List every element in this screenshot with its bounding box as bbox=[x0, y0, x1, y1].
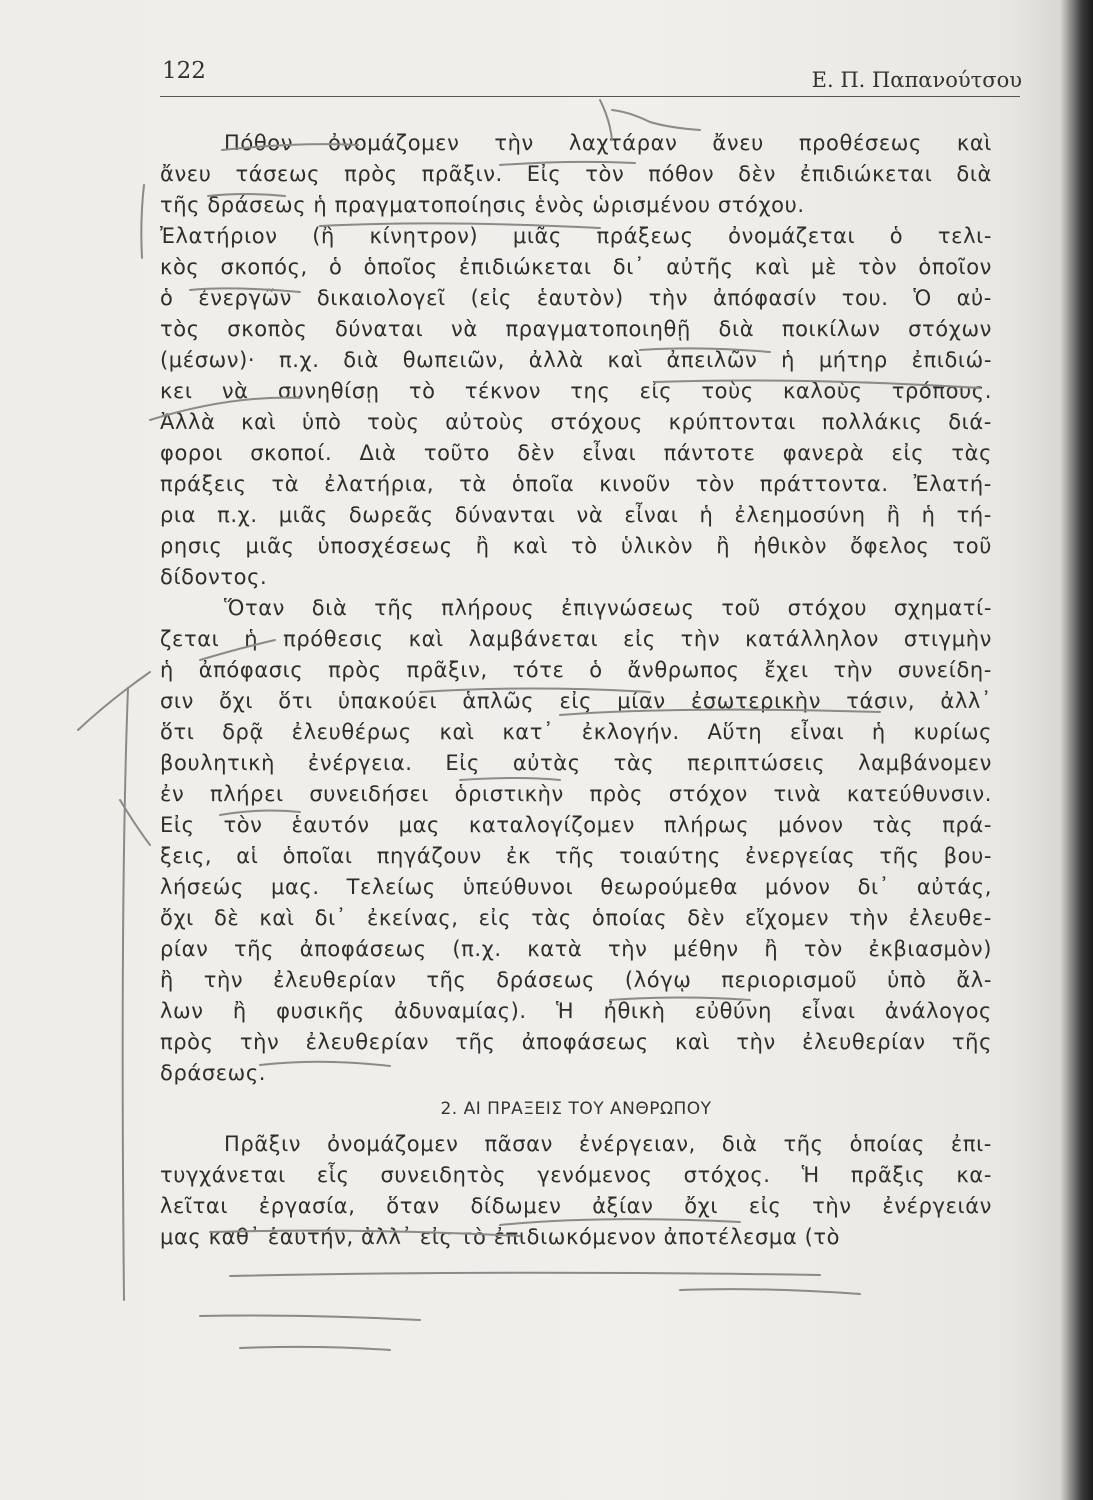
text-line: σιν ὄχι ὅτι ὑπακούει ἁπλῶς εἰς μίαν ἐσωτερικὴν τάσιν, ἀλλ᾽ bbox=[160, 689, 992, 713]
text-line: ζεται ἡ πρόθεσις καὶ λαμβάνεται εἰς τὴν κατάλληλον στιγμὴν bbox=[160, 627, 992, 651]
text-line: ὁ ἐνεργῶν δικαιολογεῖ (εἰς ἑαυτὸν) τὴν ἀπόφασίν του. Ὁ αὐ- bbox=[160, 286, 992, 310]
text-line: ξεις, αἱ ὁποῖαι πηγάζουν ἐκ τῆς τοιαύτης ἐνεργείας τῆς βου- bbox=[160, 844, 992, 868]
text-line: δίδοντος. bbox=[160, 565, 268, 589]
text-line: λήσεώς μας. Τελείως ὑπεύθυνοι θεωρούμεθα μόνον δι᾽ αὐτάς, bbox=[160, 875, 992, 899]
paragraphs-after bbox=[160, 1129, 992, 1253]
paragraph bbox=[160, 1129, 992, 1253]
text-line: λεῖται ἐργασία, ὅταν δίδωμεν ἀξίαν ὄχι εἰς τὴν ἐνέργειάν bbox=[160, 1194, 992, 1218]
text-line: Πόθον ὀνομάζομεν τὴν λαχτάραν ἄνευ προθέσεως καὶ bbox=[224, 131, 992, 155]
text-line: ρησις μιᾶς ὑποσχέσεως ἢ καὶ τὸ ὑλικὸν ἢ ἠθικὸν ὄφελος τοῦ bbox=[160, 534, 992, 558]
page-number: 122 bbox=[162, 58, 206, 84]
text-line: λων ἢ φυσικῆς ἀδυναμίας). Ἡ ἠθικὴ εὐθύνη εἶναι ἀνάλογος bbox=[160, 999, 992, 1023]
section-title: 2. ΑΙ ΠΡΑΞΕΙΣ ΤΟΥ ΑΝΘΡΩΠΟΥ bbox=[440, 1099, 712, 1119]
paragraphs-before bbox=[160, 128, 992, 1089]
text-line: ρια π.χ. μιᾶς δωρεᾶς δύνανται νὰ εἶναι ἡ ἐλεημοσύνη ἢ ἡ τή- bbox=[160, 503, 992, 527]
text-line: Ἀλλὰ καὶ ὑπὸ τοὺς αὐτοὺς στόχους κρύπτονται πολλάκις διά- bbox=[160, 410, 992, 434]
text-line: ἄνευ τάσεως πρὸς πρᾶξιν. Εἰς τὸν πόθον δὲν ἐπιδιώκεται διὰ bbox=[160, 162, 992, 186]
text-line: φοροι σκοποί. Διὰ τοῦτο δὲν εἶναι πάντοτε φανερὰ εἰς τὰς bbox=[160, 441, 992, 465]
text-line: ὄχι δὲ καὶ δι᾽ ἐκείνας, εἰς τὰς ὁποίας δὲν εἴχομεν τὴν ἐλευθε- bbox=[160, 906, 992, 930]
text-line: δράσεως. bbox=[160, 1061, 267, 1085]
text-line: βουλητικὴ ἐνέργεια. Εἰς αὐτὰς τὰς περιπτώσεις λαμβάνομεν bbox=[160, 751, 992, 775]
text-line: τῆς δράσεως ἡ πραγματοποίησις ἑνὸς ὡρισμένου στόχου. bbox=[160, 193, 805, 217]
paragraph bbox=[160, 128, 992, 221]
text-line: ὅτι δρᾷ ἐλευθέρως καὶ κατ᾽ ἐκλογήν. Αὕτη εἶναι ἡ κυρίως bbox=[160, 720, 992, 744]
paragraph bbox=[160, 593, 992, 1089]
text-line: Ἐλατήριον (ἢ κίνητρον) μιᾶς πράξεως ὀνομάζεται ὁ τελι- bbox=[160, 224, 992, 248]
text-line: κει νὰ συνηθίσῃ τὸ τέκνον της εἰς τοὺς καλοὺς τρόπους. bbox=[160, 379, 992, 403]
header-rule bbox=[160, 96, 1020, 97]
text-line: Πρᾶξιν ὀνομάζομεν πᾶσαν ἐνέργειαν, διὰ τῆς ὁποίας ἐπι- bbox=[224, 1132, 992, 1156]
text-line: ἐν πλήρει συνειδήσει ὁριστικὴν πρὸς στόχον τινὰ κατεύθυνσιν. bbox=[160, 782, 992, 806]
running-head: Ε. Π. Παπανούτσου bbox=[811, 68, 1022, 92]
text-line: Εἰς τὸν ἑαυτόν μας καταλογίζομεν πλήρως μόνον τὰς πρά- bbox=[160, 813, 992, 837]
text-line: ἢ τὴν ἐλευθερίαν τῆς δράσεως (λόγῳ περιορισμοῦ ὑπὸ ἄλ- bbox=[160, 968, 992, 992]
text-line: (μέσων)· π.χ. διὰ θωπειῶν, ἀλλὰ καὶ ἀπειλῶν ἡ μήτηρ ἐπιδιώ- bbox=[160, 348, 992, 372]
page-header bbox=[162, 58, 1022, 98]
text-line: μας καθ᾽ ἑαυτήν, ἀλλ᾽ εἰς τὸ ἐπιδιωκόμενον ἀποτέλεσμα (τὸ bbox=[160, 1225, 841, 1249]
text-line: τυγχάνεται εἷς συνειδητὸς γενόμενος στόχος. Ἡ πρᾶξις κα- bbox=[160, 1163, 992, 1187]
body-text bbox=[160, 128, 992, 1253]
text-line: τὸς σκοπὸς δύναται νὰ πραγματοποιηθῇ διὰ ποικίλων στόχων bbox=[160, 317, 992, 341]
text-line: πράξεις τὰ ἐλατήρια, τὰ ὁποῖα κινοῦν τὸν πράττοντα. Ἐλατή- bbox=[160, 472, 992, 496]
text-line: ρίαν τῆς ἀποφάσεως (π.χ. κατὰ τὴν μέθην ἢ τὸν ἐκβιασμὸν) bbox=[160, 937, 992, 961]
text-line: Ὅταν διὰ τῆς πλήρους ἐπιγνώσεως τοῦ στόχου σχηματί- bbox=[224, 596, 992, 620]
text-line: κὸς σκοπός, ὁ ὁποῖος ἐπιδιώκεται δι᾽ αὐτῆς καὶ μὲ τὸν ὁποῖον bbox=[160, 255, 992, 279]
text-line: ἡ ἀπόφασις πρὸς πρᾶξιν, τότε ὁ ἄνθρωπος ἔχει τὴν συνείδη- bbox=[160, 658, 992, 682]
paragraph bbox=[160, 221, 992, 593]
text-line: πρὸς τὴν ἐλευθερίαν τῆς ἀποφάσεως καὶ τὴν ἐλευθερίαν τῆς bbox=[160, 1030, 992, 1054]
